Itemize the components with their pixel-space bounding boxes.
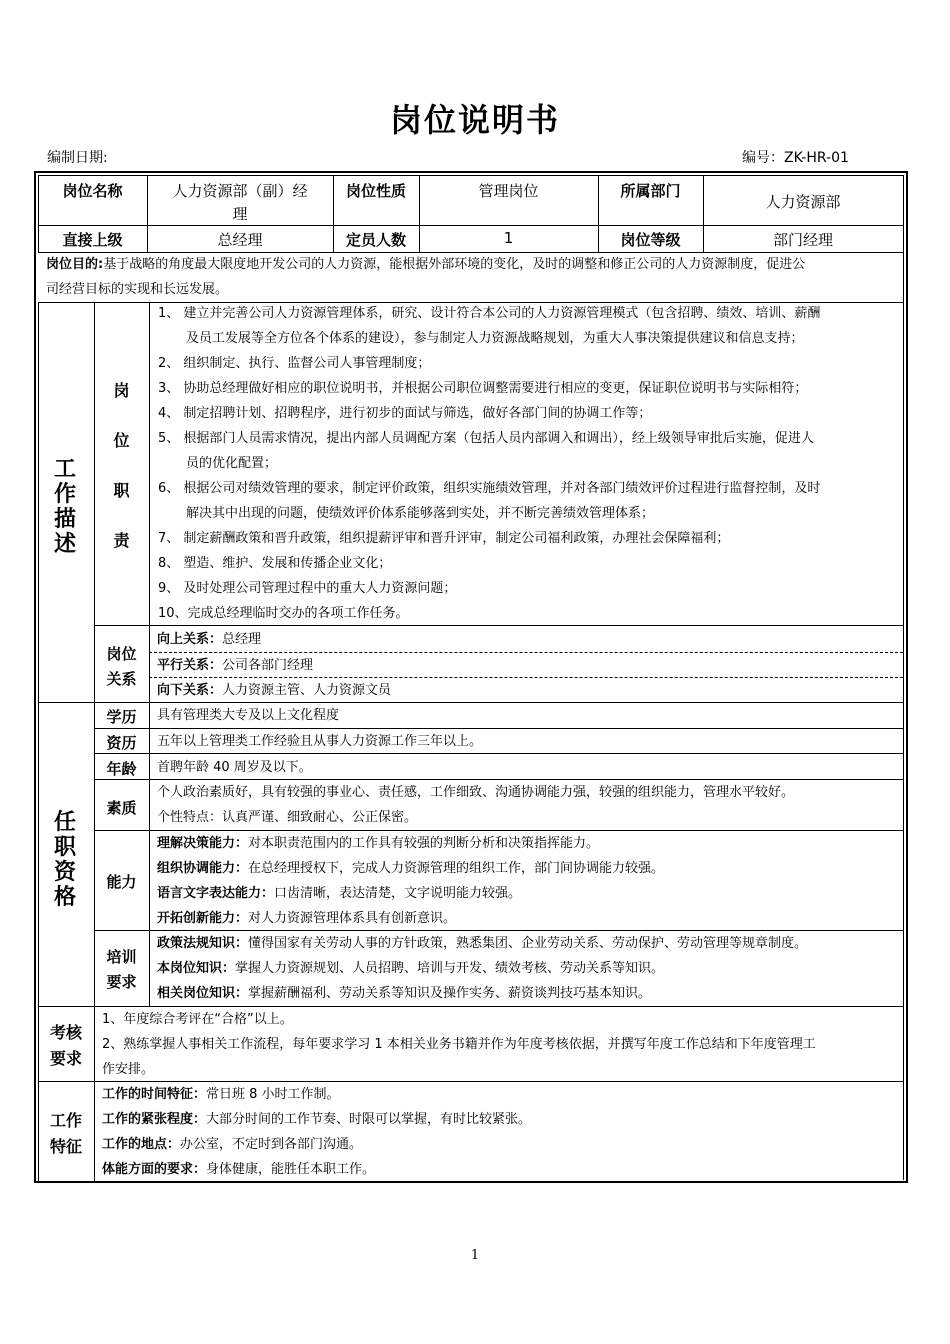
document-code: 编号：ZK-HR-01: [742, 150, 849, 166]
headcount-label: 定员人数: [345, 231, 406, 249]
date-label: 编制日期:: [47, 150, 108, 166]
quality-label: 素质: [106, 799, 137, 817]
training-label-line1: 培训: [106, 948, 137, 966]
qual-section-char-2: 职: [53, 835, 76, 860]
duty-line: 解决其中出现的问题，使绩效评价体系能够落到实处，并不断完善绩效管理体系；: [186, 506, 655, 521]
quality-line1: 个人政治素质好，具有较强的事业心、责任感，工作细致、沟通协调能力强，较强的组织能力，管理水平较好。: [157, 785, 795, 800]
training-item: 相关岗位知识：掌握薪酬福利、劳动关系等知识及操作实务、薪资谈判技巧基本知识。: [157, 986, 652, 1001]
features-label-line1: 工作: [49, 1111, 82, 1130]
assessment-line2: 2、熟练掌握人事相关工作流程，每年要求学习 1 本相关业务书籍并作为年度考核依据，并撰写年度工作总结和下年度管理工: [102, 1037, 816, 1052]
assessment-line1: 1、年度综合考评在“合格”以上。: [102, 1012, 293, 1027]
assessment-line3: 作安排。: [102, 1062, 155, 1077]
age-value: 首聘年龄 40 周岁及以下。: [157, 760, 312, 775]
ability-item: 组织协调能力：在总经理授权下，完成人力资源管理的组织工作，部门间协调能力较强。: [157, 861, 665, 876]
training-label-line2: 要求: [106, 973, 137, 991]
education-value: 具有管理类大专及以上文化程度: [157, 708, 340, 723]
headcount-value: 1: [503, 229, 514, 247]
duty-label-char-3: 职: [113, 481, 130, 500]
relation-label-line2: 关系: [106, 670, 137, 688]
duty-line: 2、 组织制定、执行、监督公司人事管理制度；: [158, 356, 431, 371]
training-item: 本岗位知识：掌握人力资源规划、人员招聘、培训与开发、绩效考核、劳动关系等知识。: [157, 961, 665, 976]
duty-label-char-4: 责: [113, 531, 130, 550]
relation-up: 向上关系：总经理: [157, 632, 262, 647]
work-section-char-4: 述: [53, 532, 76, 557]
qual-section-char-1: 任: [53, 810, 76, 835]
purpose-line1: 岗位目的:基于战略的角度最大限度地开发公司的人力资源，能根据外部环境的变化，及时的调整和修正公司的人力资源制度，促进公: [46, 257, 806, 272]
qual-section-char-3: 资: [53, 860, 76, 885]
duty-line: 5、 根据部门人员需求情况，提出内部人员调配方案（包括人员内部调入和调出），经上级领导审批后实施，促进人: [158, 431, 814, 446]
relation-down: 向下关系：人力资源主管、人力资源文员: [157, 683, 392, 698]
job-title-value-line1: 人力资源部（副）经: [172, 182, 308, 200]
ability-item: 语言文字表达能力：口齿清晰，表达清楚，文字说明能力较强。: [157, 886, 522, 901]
experience-label: 资历: [106, 734, 137, 752]
feature-item: 工作的紧张程度：大部分时间的工作节奏、时限可以掌握，有时比较紧张。: [102, 1112, 532, 1127]
work-section-char-3: 描: [53, 507, 76, 532]
duty-line: 7、 制定薪酬政策和晋升政策，组织提薪评审和晋升评审，制定公司福利政策，办理社会保障福利；: [158, 531, 730, 546]
job-title-label: 岗位名称: [62, 182, 123, 200]
department-label: 所属部门: [620, 182, 681, 200]
duty-label-char-1: 岗: [113, 381, 130, 400]
feature-item: 工作的地点：办公室，不定时到各部门沟通。: [102, 1137, 363, 1152]
ability-item: 开拓创新能力：对人力资源管理体系具有创新意识。: [157, 911, 457, 926]
feature-item: 工作的时间特征：常日班 8 小时工作制。: [102, 1087, 340, 1102]
work-section-char-1: 工: [53, 457, 76, 482]
work-section-char-2: 作: [53, 482, 76, 507]
purpose-line2: 司经营目标的实现和长远发展。: [46, 282, 229, 297]
duty-line: 9、 及时处理公司管理过程中的重大人力资源问题；: [158, 581, 457, 596]
quality-line2: 个性特点：认真严谨、细致耐心、公正保密。: [157, 810, 418, 825]
department-value: 人力资源部: [765, 193, 841, 211]
job-nature-label: 岗位性质: [345, 182, 406, 200]
duty-line: 4、 制定招聘计划、招聘程序，进行初步的面试与筛选，做好各部门间的协调工作等；: [158, 406, 652, 421]
page-title: 岗位说明书: [389, 101, 560, 139]
duty-line: 及员工发展等全方位各个体系的建设），参与制定人力资源战略规划，为重大人事决策提供建议和信息支持；: [186, 331, 804, 346]
assessment-label-line1: 考核: [49, 1023, 82, 1042]
job-title-value-line2: 理: [232, 205, 248, 223]
ability-label: 能力: [106, 873, 137, 891]
duty-line: 10、完成总经理临时交办的各项工作任务。: [158, 606, 409, 621]
qual-section-char-4: 格: [53, 885, 76, 910]
education-label: 学历: [106, 708, 137, 726]
supervisor-label: 直接上级: [62, 231, 123, 249]
job-grade-value: 部门经理: [772, 231, 833, 249]
duty-line: 3、 协助总经理做好相应的职位说明书，并根据公司职位调整需要进行相应的变更，保证职位说明书与实际相符；: [158, 381, 808, 396]
duty-line: 8、 塑造、维护、发展和传播企业文化；: [158, 556, 392, 571]
duty-line: 员的优化配置；: [186, 456, 278, 471]
duty-line: 6、 根据公司对绩效管理的要求，制定评价政策，组织实施绩效管理，并对各部门绩效评价过程进行监督控制，及时: [158, 481, 821, 496]
feature-item: 体能方面的要求：身体健康，能胜任本职工作。: [102, 1162, 376, 1177]
assessment-label-line2: 要求: [49, 1049, 82, 1068]
features-label-line2: 特征: [49, 1137, 82, 1156]
experience-value: 五年以上管理类工作经验且从事人力资源工作三年以上。: [157, 734, 483, 749]
page-number: 1: [470, 1248, 480, 1263]
duty-label-char-2: 位: [113, 431, 130, 450]
relation-label-line1: 岗位: [106, 645, 137, 663]
age-label: 年龄: [106, 760, 137, 778]
ability-item: 理解决策能力：对本职责范围内的工作具有较强的判断分析和决策指挥能力。: [157, 836, 600, 851]
supervisor-value: 总经理: [217, 231, 263, 249]
duty-line: 1、 建立并完善公司人力资源管理体系，研究、设计符合本公司的人力资源管理模式（包含招聘、绩效、培训、薪酬: [158, 306, 821, 321]
job-grade-label: 岗位等级: [620, 231, 681, 249]
training-item: 政策法规知识：懂得国家有关劳动人事的方针政策，熟悉集团、企业劳动关系、劳动保护、劳动管理等规章制度。: [157, 936, 808, 951]
job-nature-value: 管理岗位: [478, 182, 539, 200]
relation-peer: 平行关系：公司各部门经理: [157, 658, 314, 673]
